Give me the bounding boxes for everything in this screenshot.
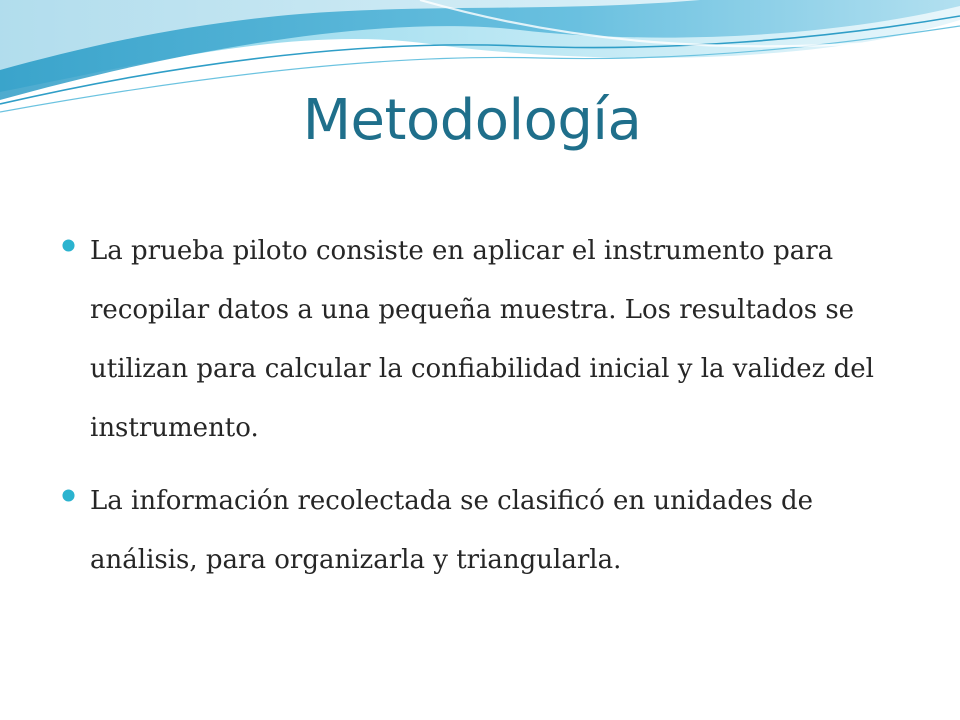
bullet-text: La información recolectada se clasificó en unidades de análisis, para organizarla y triangularla. bbox=[90, 486, 814, 575]
bullet-text: La prueba piloto consiste en aplicar el instrumento para recopilar datos a una pequeña muestra. Los resultados se utilizan para calcular la confiabilidad inicial y la validez del instrumento. bbox=[90, 236, 874, 443]
slide-title: Metodología bbox=[302, 88, 642, 153]
bullet-item bbox=[56, 472, 916, 590]
bullet-list bbox=[56, 222, 916, 604]
bullet-icon bbox=[62, 489, 75, 502]
bullet-item bbox=[56, 222, 916, 458]
bullet-icon bbox=[62, 239, 75, 252]
